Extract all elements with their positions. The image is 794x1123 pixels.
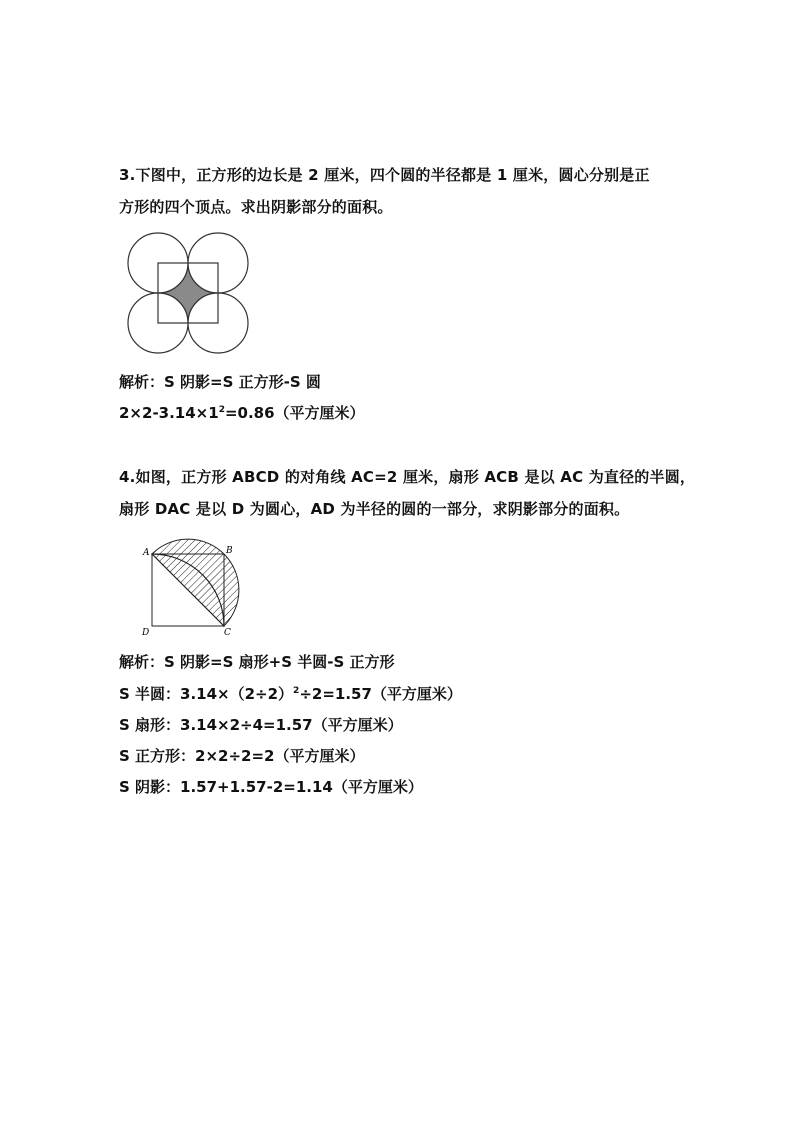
question-4-line-1: 4.如图，正方形 ABCD 的对角线 AC=2 厘米，扇形 ACB 是以 AC 为直径的半圆， xyxy=(119,468,696,486)
square-abcd-figure xyxy=(140,538,250,638)
question-3-solution-label: 解析：S 阴影=S 正方形-S 圆 xyxy=(119,373,321,391)
semicircle-calc-exponent: 2 xyxy=(293,686,300,696)
label-d: D xyxy=(142,628,150,638)
question-4-solution-shaded: S 阴影：1.57+1.57-2=1.14（平方厘米） xyxy=(119,778,423,796)
shaded-region xyxy=(158,263,218,323)
question-4-solution-label: 解析：S 阴影=S 扇形+S 半圆-S 正方形 xyxy=(119,653,395,671)
question-4-solution-sector: S 扇形：3.14×2÷4=1.57（平方厘米） xyxy=(119,716,403,734)
semicircle-calc-a: S 半圆：3.14×（2÷2） xyxy=(119,685,294,703)
question-3-line-2: 方形的四个顶点。求出阴影部分的面积。 xyxy=(119,198,393,216)
question-4-line-2: 扇形 DAC 是以 D 为圆心，AD 为半径的圆的一部分，求阴影部分的面积。 xyxy=(119,500,630,518)
label-c: C xyxy=(224,628,231,638)
question-3-solution-calc xyxy=(119,403,365,423)
semicircle-calc-b: ÷2=1.57（平方厘米） xyxy=(299,685,462,703)
label-a: A xyxy=(143,548,150,558)
calc-exponent: 2 xyxy=(218,405,225,415)
question-4-solution-semicircle xyxy=(119,684,462,704)
calc-part-b: =0.86（平方厘米） xyxy=(224,404,365,422)
label-b: B xyxy=(226,546,233,556)
question-4-solution-square: S 正方形：2×2÷2=2（平方厘米） xyxy=(119,747,365,765)
calc-part-a: 2×2-3.14×1 xyxy=(119,404,219,422)
question-3-line-1: 3.下图中，正方形的边长是 2 厘米，四个圆的半径都是 1 厘米，圆心分别是正 xyxy=(119,166,650,184)
four-circles-figure xyxy=(118,228,258,358)
